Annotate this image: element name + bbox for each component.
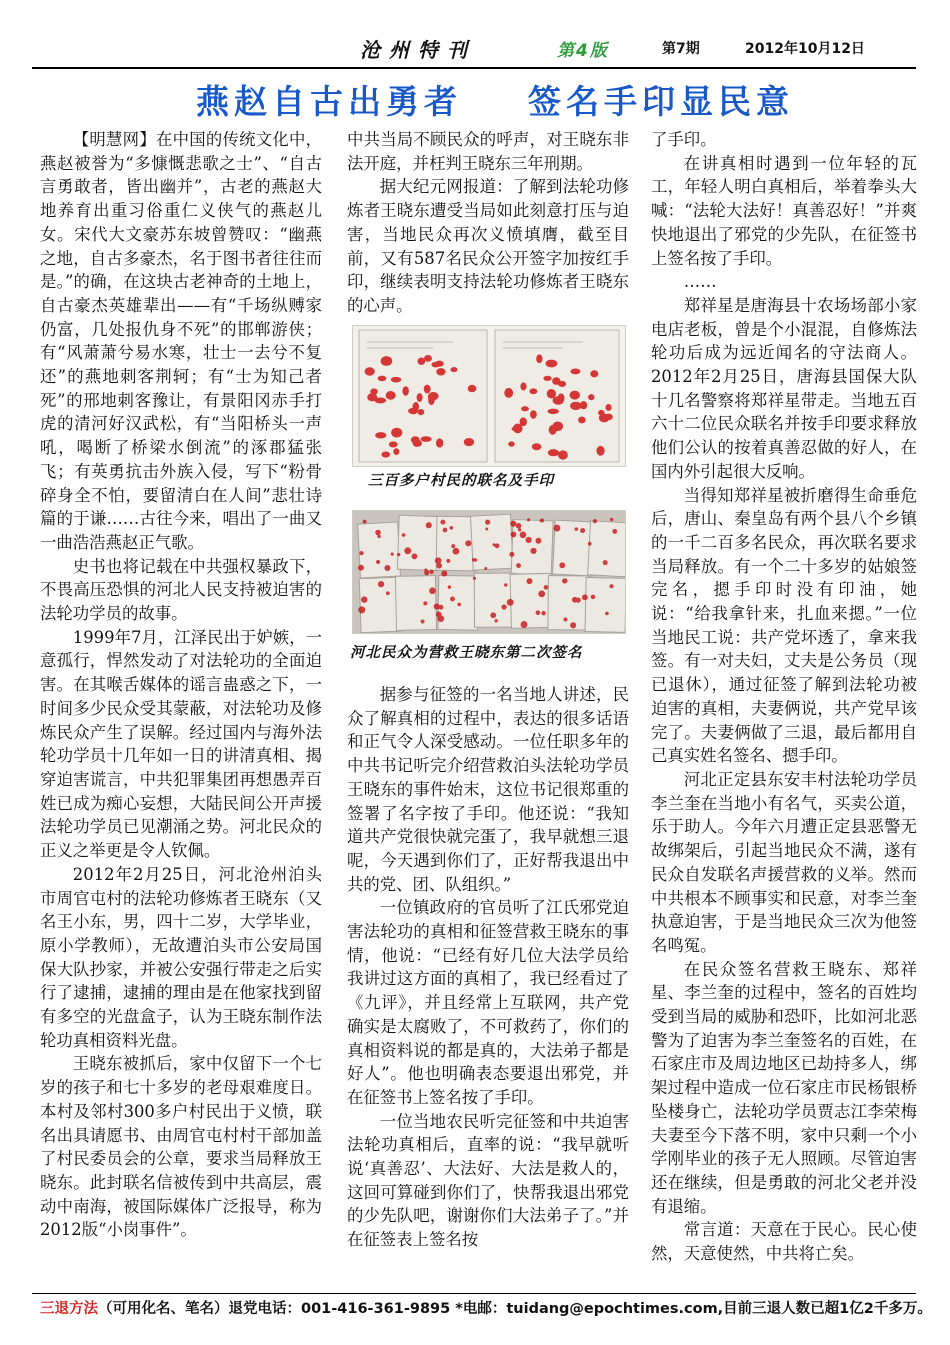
fingerprint-mark (610, 518, 613, 521)
fingerprint-mark (530, 410, 537, 419)
paragraph: 河北正定县东安丰村法轮功学员李兰奎在当地小有名气，买卖公道，乐于助人。今年六月遭正定县恶警无故绑架后，引起当地民众不满，遂有民众自发联名声援营救的义举。然而中共根本不顾事实和民意，对李兰奎执意迫害，于是当地民众三次为他签名鸣冤。 (651, 769, 917, 955)
paragraph: 中共当局不顾民众的呼声，对王晓东非法开庭，并枉判王晓东三年刑期。 (347, 130, 629, 173)
fingerprint-mark (424, 569, 427, 572)
paragraph: 当得知郑祥星被折磨得生命垂危后，唐山、秦皇岛有两个县八个乡镇的一千二百多名民众，再次联名要求当局释放。有一个二十多岁的姑娘签完名，摁手印时没有印油，她说：“给我拿针来，扎血来摁。”一位当地民工说：共产党坏透了，拿来我签。有一对夫妇，丈夫是公务员（现已退休），通过征签了解到法轮功被迫害的真相，夫妻俩说，共产党早该完了。夫妻俩做了三退，最后都用自己真实姓名签名、摁手印。 (651, 485, 917, 766)
fingerprint-mark (450, 367, 457, 372)
fingerprint-mark (596, 446, 604, 456)
fingerprint-mark (552, 421, 563, 431)
fingerprint-mark (450, 596, 455, 601)
petition-sheet (395, 576, 436, 631)
fingerprint-mark (429, 570, 433, 574)
fingerprint-mark (417, 393, 423, 402)
headline: 燕赵自古出勇者 签名手印显民意 (196, 82, 794, 121)
fingerprint-mark (358, 565, 364, 571)
fingerprint-mark (429, 587, 436, 594)
fingerprint-mark (441, 571, 447, 577)
fingerprint-mark (570, 402, 581, 410)
paragraph: …… (683, 272, 717, 292)
fingerprint-mark (468, 385, 477, 392)
fingerprint-mark (540, 519, 544, 523)
fingerprint-mark (418, 357, 426, 364)
paragraph: 在民众签名营救王晓东、郑祥星、李兰奎的过程中，签名的百姓均受到当局的威胁和恐吓，比如河北恶警为了迫害为李兰奎签名的百姓，在石家庄市及周边地区已劫持多人，绑架过程中造成一位石家庄市民杨银桥坠楼身亡，法轮功学员贾志江李荣梅夫妻至今下落不明，家中只剩一个小学刚毕业的孩子无人照顾。尽管迫害还在继续，但是勇敢的河北父老并没有退缩。 (651, 959, 917, 1216)
fingerprint-mark (554, 525, 561, 532)
fingerprint-mark (386, 391, 396, 400)
paragraph: 2012年2月25日，河北沧州泊头市周官屯村的法轮功修炼者王晓东（又名王小东，男，四十二岁，大学毕业，原小学教师），无故遭泊头市公安局国保大队抄家，并被公安强行带走之后实行了逮捕，逮捕的理由是在他家找到留有多空的光盘盒子，认为王晓东制作法轮功真相资料光盘。 (40, 864, 322, 1050)
fingerprint-mark (464, 438, 474, 446)
fingerprint-mark (384, 565, 390, 571)
fingerprint-mark (421, 619, 425, 623)
fingerprint-mark (386, 591, 390, 595)
fingerprint-mark (421, 436, 432, 442)
fingerprint-mark (443, 528, 448, 533)
fingerprint-mark (449, 526, 453, 530)
fingerprint-mark (423, 601, 427, 605)
fingerprint-mark (465, 540, 471, 546)
fingerprint-mark (580, 528, 585, 533)
fingerprint-mark (375, 530, 381, 536)
header-rule (32, 67, 916, 69)
fingerprint-mark (521, 621, 528, 628)
paragraph: 【明慧网】在中国的传统文化中，燕赵被誉为“多慷慨悲歌之士”、“自古言勇敢者，皆出幽并”，古老的燕赵大地养育出重习俗重仁义侠气的燕赵儿女。宋代大文豪苏东坡曾赞叹：“幽燕之地，自古多豪杰，名于图书者往往而是。”的确，在这块古老神奇的土地上，自古豪杰英雄辈出——有“千场纵赙家仍富，几处报仇身不死”的邯郸游侠；有“风萧萧兮易水寒，壮士一去兮不复还”的燕地刺客荆轲；有“士为知己者死”的邢地刺客豫让，有景阳冈赤手打虎的清河好汉武松，有“当阳桥头一声吼，喝断了桥梁水倒流”的涿郡猛张飞；有英勇抗击外族入侵，写下“粉骨碎身全不怕，要留清白在人间”悲壮诗篇的于谦……古往今来，唱出了一曲又一曲浩浩燕赵正气歌。 (40, 130, 322, 552)
fingerprint-mark (562, 578, 567, 583)
fingerprint-mark (391, 553, 394, 556)
fingerprint-mark (382, 357, 388, 362)
fingerprint-mark (484, 567, 487, 570)
fingerprint-mark (504, 583, 507, 586)
publication-name: 沧州特刊 (360, 38, 476, 62)
fingerprint-mark (520, 531, 527, 538)
footer (40, 1297, 940, 1318)
fingerprint-mark (393, 448, 399, 455)
fingerprint-mark (535, 538, 541, 544)
fingerprint-mark (536, 354, 542, 363)
fingerprint-mark (391, 377, 401, 383)
fingerprint-mark (558, 381, 566, 387)
fingerprint-mark (424, 355, 432, 362)
fingerprint-mark (378, 376, 387, 381)
fingerprint-mark (588, 394, 595, 400)
fingerprint-mark (572, 597, 578, 603)
fingerprint-mark (564, 618, 568, 622)
fingerprint-mark (431, 362, 439, 368)
fingerprint-mark (436, 438, 443, 447)
issue-number: 第7期 (662, 41, 700, 57)
photo-caption-2: 河北民众为营救王晓东第二次签名 (350, 645, 583, 661)
article-column-2-bottom (347, 683, 629, 1252)
paragraph: 在讲真相时遇到一位年轻的瓦工，年轻人明白真相后，举着拳头大喊：“法轮大法好！真善忍好！”并爽快地退出了邪党的少先队，在征签书上签名按了手印。 (651, 153, 917, 268)
fingerprint-mark (544, 585, 549, 590)
article-column-2-top (347, 128, 629, 318)
fingerprint-mark (553, 396, 564, 405)
fingerprint-mark (504, 388, 513, 398)
fingerprint-mark (530, 548, 536, 554)
footer-text: （可用化名、笔名）退党电话：001-416-361-9895 *电邮：tuidang@epochtimes.com,目前三退人数已超1亿2千多万。 (98, 1301, 932, 1317)
fingerprint-mark (472, 558, 476, 562)
fingerprint-mark (526, 578, 532, 584)
fingerprint-mark (452, 548, 459, 555)
fingerprint-mark (440, 520, 445, 525)
fingerprint-mark (529, 388, 537, 394)
fingerprint-mark (543, 376, 551, 381)
petition-sheet (585, 578, 625, 633)
fingerprint-mark (426, 522, 432, 528)
fingerprint-mark (513, 423, 523, 433)
fingerprint-mark (397, 553, 400, 556)
paragraph: 一位镇政府的官员听了江氏邪党迫害法轮功的真相和征签营救王晓东的事情，他说：“已经有好几位大法学员给我讲过这方面的真相了，我已经看过了《九评》，并且经常上互联网，共产党确实是太腐败了，不可救药了，你们的真相资料说的都是真的，大法弟子都是好人”。他也明确表态要退出邪党，并在征签书上签名按了手印。 (347, 898, 629, 1107)
fingerprint-mark (580, 401, 587, 409)
fingerprint-mark (446, 559, 450, 563)
fingerprint-mark (547, 389, 556, 399)
fingerprint-mark (457, 603, 461, 607)
petition-sheet (470, 514, 513, 570)
fingerprint-mark (612, 529, 617, 534)
fingerprint-mark (376, 560, 380, 564)
fingerprint-mark (538, 590, 545, 597)
fingerprint-mark (570, 622, 576, 628)
fingerprint-mark (428, 395, 435, 405)
paragraph: 据参与征签的一名当地人讲述，民众了解真相的过程中，表达的很多话语和正气令人深受感动。一位任职多年的中共书记听完介绍营救泊头法轮功学员王晓东的事件始末，这位书记很郑重的签署了名字按了手印。他还说：“我知道共产党很快就完蛋了，我早就想三退呢，今天遇到你们了，正好帮我退出中共的党、团、队组织。” (347, 685, 629, 894)
article-column-1 (40, 128, 322, 1242)
fingerprint-mark (370, 388, 377, 394)
fingerprint-mark (434, 603, 440, 609)
fingerprint-mark (578, 417, 586, 424)
fingerprint-mark (520, 382, 526, 390)
petition-sheets-image (353, 326, 625, 466)
fingerprint-mark (378, 581, 384, 587)
photo-caption-1: 三百多户村民的联名及手印 (368, 473, 554, 489)
fingerprint-mark (605, 414, 613, 421)
fingerprint-mark (381, 451, 390, 457)
petition-sheet (588, 521, 625, 577)
fingerprint-mark (541, 611, 545, 615)
fingerprint-mark (402, 386, 408, 396)
fingerprint-mark (509, 552, 514, 557)
fingerprint-mark (605, 612, 609, 616)
fingerprint-mark (473, 577, 476, 580)
fingerprint-mark (495, 619, 498, 622)
issue-date: 2012年10月12日 (745, 41, 865, 57)
fingerprint-mark (575, 527, 579, 531)
fingerprint-mark (558, 450, 568, 459)
fingerprint-mark (501, 604, 506, 609)
paragraph: 1999年7月，江泽民出于妒嫉，一意孤行，悍然发动了对法轮功的全面迫害。在其喉舌媒体的谣言蛊惑之下，一时间多少民众受其蒙蔽，对法轮功及修炼民众产生了误解。经过国内与海外法轮功学员十几年如一日的讲清真相、揭穿迫害谎言，中共犯罪集团再想愚弄百姓已成为痴心妄想，大陆民间公开声援法轮功学员已见潮涌之势。河北民众的正义之举更是令人钦佩。 (40, 627, 322, 861)
paragraph: 郑祥星是唐海县十农场场部小家电店老板，曾是个小混混，自修炼法轮功后成为远近闻名的守法商人。2012年2月25日，唐海县国保大队十几名警察将郑祥星带走。当地五百六十二位民众联名并按手印要求释放他们公认的按着真善忍做的好人，在国内外引起很大反响。 (651, 295, 917, 481)
fingerprint-mark (408, 408, 418, 414)
page-number: 第4版 (557, 41, 609, 61)
fingerprint-mark (361, 596, 367, 602)
article-column-3 (651, 128, 917, 1266)
petition-stack-image (353, 511, 625, 633)
fingerprint-mark (358, 606, 365, 613)
footer-label: 三退方法 (40, 1301, 98, 1317)
fingerprint-mark (516, 523, 522, 529)
fingerprint-mark (507, 599, 514, 606)
petition-photo-2 (352, 510, 626, 634)
fingerprint-mark (570, 391, 581, 400)
paragraph: 了手印。 (651, 130, 717, 149)
fingerprint-mark (527, 518, 530, 521)
fingerprint-mark (435, 557, 442, 564)
petition-sheet (548, 576, 589, 630)
fingerprint-mark (448, 585, 451, 588)
fingerprint-mark (590, 370, 598, 377)
petition-photo-1 (352, 325, 626, 467)
fingerprint-mark (546, 360, 558, 368)
fingerprint-mark (510, 521, 516, 527)
fingerprint-mark (359, 551, 363, 555)
fingerprint-mark (363, 520, 367, 524)
fingerprint-mark (391, 428, 402, 438)
fingerprint-mark (518, 528, 521, 531)
fingerprint-mark (424, 385, 431, 394)
petition-sheet (397, 515, 439, 570)
footer-rule (32, 1293, 916, 1294)
fingerprint-mark (404, 547, 411, 554)
fingerprint-mark (485, 528, 488, 531)
fingerprint-mark (609, 584, 613, 588)
fingerprint-mark (437, 615, 444, 622)
fingerprint-mark (490, 612, 496, 618)
fingerprint-mark (418, 409, 425, 415)
fingerprint-mark (436, 368, 445, 375)
paragraph: 据大纪元网报道：了解到法轮功修炼者王晓东遭受当局如此刻意打压与迫害，当地民众再次义愤填膺，截至目前，又有587名民众公开签字加按红手印，继续表明支持法轮功修炼者王晓东的心声。 (347, 177, 629, 315)
fingerprint-mark (495, 543, 500, 548)
fingerprint-mark (412, 553, 418, 559)
fingerprint-mark (516, 563, 521, 568)
fingerprint-mark (508, 441, 514, 446)
paragraph: 史书也将记载在中共强权暴政下，不畏高压恐惧的河北人民支持被迫害的法轮功学员的故事。 (40, 556, 322, 624)
fingerprint-mark (536, 610, 541, 615)
fingerprint-mark (451, 544, 455, 548)
fingerprint-mark (593, 519, 597, 523)
fingerprint-mark (582, 594, 588, 600)
fingerprint-mark (547, 409, 558, 415)
fingerprint-mark (521, 406, 529, 411)
paragraph: 一位当地农民听完征签和中共迫害法轮功真相后，直率的说：“我早就听说‘真善忍’、大法好、大法是救人的，这回可算碰到你们了，快帮我退出邪党的少先队吧，谢谢你们大法弟子了。”并在征签表上签名按 (347, 1111, 629, 1250)
fingerprint-mark (412, 440, 422, 447)
fingerprint-mark (591, 595, 596, 600)
fingerprint-mark (548, 449, 559, 456)
fingerprint-mark (588, 542, 592, 546)
fingerprint-mark (389, 441, 398, 447)
fingerprint-mark (511, 532, 517, 538)
fingerprint-mark (375, 432, 386, 438)
fingerprint-mark (485, 520, 490, 525)
fingerprint-mark (402, 533, 406, 537)
page-header (0, 30, 950, 66)
fingerprint-mark (605, 404, 611, 411)
paragraph: 王晓东被抓后，家中仅留下一个七岁的孩子和七十多岁的老母艰难度日。本村及邻村300多户村民出于义愤，联名出具请愿书、由周官屯村村干部加盖了村民委员会的公章，要求当局释放王晓东。此封联名信被传到中共高层，震动中南海，被国际媒体广泛报导，称为2012版“小岗事件”。 (40, 1054, 322, 1240)
fingerprint-mark (365, 367, 375, 375)
fingerprint-mark (526, 537, 532, 543)
fingerprint-mark (570, 368, 580, 374)
paragraph: 常言道：天意在于民心。民心使然，天意使然，中共将亡矣。 (651, 1220, 917, 1264)
fingerprint-mark (559, 562, 565, 568)
fingerprint-mark (532, 443, 542, 450)
fingerprint-mark (603, 560, 608, 565)
